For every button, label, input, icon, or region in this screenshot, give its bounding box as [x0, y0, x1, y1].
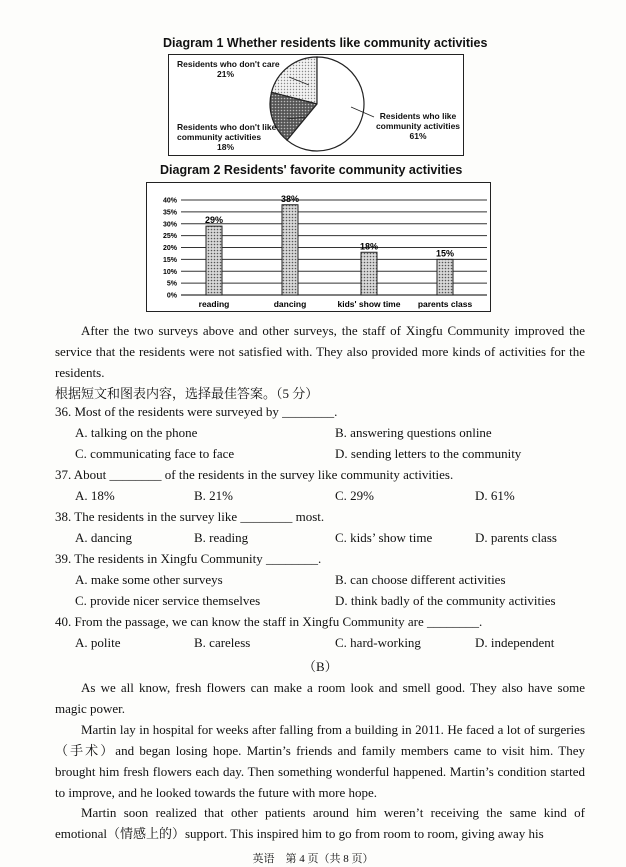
q37-option-b[interactable]: B. 21%	[194, 488, 233, 503]
q40-option-b[interactable]: B. careless	[194, 635, 251, 650]
x-category-label: kids' show time	[337, 299, 401, 309]
q36-option-d[interactable]: D. sending letters to the community	[335, 446, 522, 461]
question-39: 39. The residents in Xingfu Community ________.	[55, 551, 322, 566]
q37-option-c[interactable]: C. 29%	[335, 488, 374, 503]
bar-value-label: 29%	[204, 215, 224, 226]
y-tick-label: 15%	[162, 256, 177, 264]
q40-option-d[interactable]: D. independent	[475, 635, 555, 650]
q37-option-d[interactable]: D. 61%	[475, 488, 515, 503]
paragraph-1: As we all know, fresh flowers can make a room look and smell good. They also have some magic power.	[55, 680, 585, 716]
q39-option-c[interactable]: C. provide nicer service themselves	[75, 593, 261, 608]
x-category-label: reading	[198, 299, 230, 309]
q39-option-d[interactable]: D. think badly of the community activities	[335, 593, 556, 608]
x-category-label: parents class	[417, 299, 473, 309]
paragraph-2: Martin lay in hospital for weeks after falling from a building in 2011. He faced a lot of surgeries（手术）and began losing hope. Martin’s friends and family members came to visit him. They brought him fresh flowers each day. Then something wonderful happened. Martin’s condition started to improve, and he looked towards the future with more hope.	[55, 722, 585, 800]
question-40: 40. From the passage, we can know the staff in Xingfu Community are ________.	[55, 614, 483, 629]
diagram1-title: Diagram 1 Whether residents like community activities	[163, 36, 488, 50]
y-tick-label: 10%	[162, 268, 177, 276]
diagram2-title: Diagram 2 Residents' favorite community activities	[160, 163, 463, 177]
x-category-label: dancing	[273, 299, 307, 309]
bar-1	[282, 205, 298, 295]
q38-option-d[interactable]: D. parents class	[475, 530, 557, 545]
instruction: 根据短文和图表内容，选择最佳答案。（5 分）	[55, 386, 319, 401]
bar-3	[437, 259, 453, 295]
pie-label-dont-care: Residents who don't care 21%	[177, 59, 280, 79]
bar-2	[361, 252, 377, 295]
q38-option-a[interactable]: A. dancing	[75, 530, 133, 545]
q40-option-c[interactable]: C. hard-working	[335, 635, 421, 650]
q37-option-a[interactable]: A. 18%	[75, 488, 115, 503]
y-tick-label: 5%	[166, 280, 177, 288]
section-b-heading: （B）	[303, 659, 338, 674]
bar-value-label: 15%	[435, 248, 455, 259]
bar-chart	[147, 183, 490, 311]
y-tick-label: 30%	[162, 221, 177, 229]
question-37: 37. About ________ of the residents in the survey like community activities.	[55, 467, 454, 482]
page-footer: 英语 第 4 页（共 8 页）	[252, 853, 374, 865]
pie-label-like: Residents who like community activities 61%	[375, 111, 461, 141]
question-38: 38. The residents in the survey like ________ most.	[55, 509, 325, 524]
y-tick-label: 40%	[162, 197, 177, 205]
q36-option-a[interactable]: A. talking on the phone	[75, 425, 198, 440]
bar-chart-box	[146, 182, 491, 312]
bar-value-label: 38%	[280, 193, 300, 204]
q38-option-c[interactable]: C. kids’ show time	[335, 530, 433, 545]
question-36: 36. Most of the residents were surveyed by ________.	[55, 404, 338, 419]
y-tick-label: 25%	[162, 233, 177, 241]
q38-option-b[interactable]: B. reading	[194, 530, 249, 545]
y-tick-label: 0%	[166, 292, 177, 300]
y-tick-label: 20%	[162, 245, 177, 252]
q36-option-c[interactable]: C. communicating face to face	[75, 446, 235, 461]
q39-option-a[interactable]: A. make some other surveys	[75, 572, 223, 587]
pie-label-dont-like: Residents who don't like community activities 18%	[177, 122, 277, 152]
passage-end: After the two surveys above and other surveys, the staff of Xingfu Community improved the service that the residents were not satisfied with. They also provided more kinds of activities for the residents.	[55, 323, 585, 380]
y-tick-label: 35%	[162, 209, 177, 217]
pie-chart-box	[168, 54, 464, 156]
bar-0	[206, 226, 222, 295]
q36-option-b[interactable]: B. answering questions online	[335, 425, 492, 440]
q40-option-a[interactable]: A. polite	[75, 635, 121, 650]
bar-value-label: 18%	[359, 241, 379, 252]
q39-option-b[interactable]: B. can choose different activities	[335, 572, 506, 587]
paragraph-3: Martin soon realized that other patients around him weren’t receiving the same kind of emotional（情感上的）support. This inspired him to go from room to room, giving away his	[55, 805, 585, 841]
